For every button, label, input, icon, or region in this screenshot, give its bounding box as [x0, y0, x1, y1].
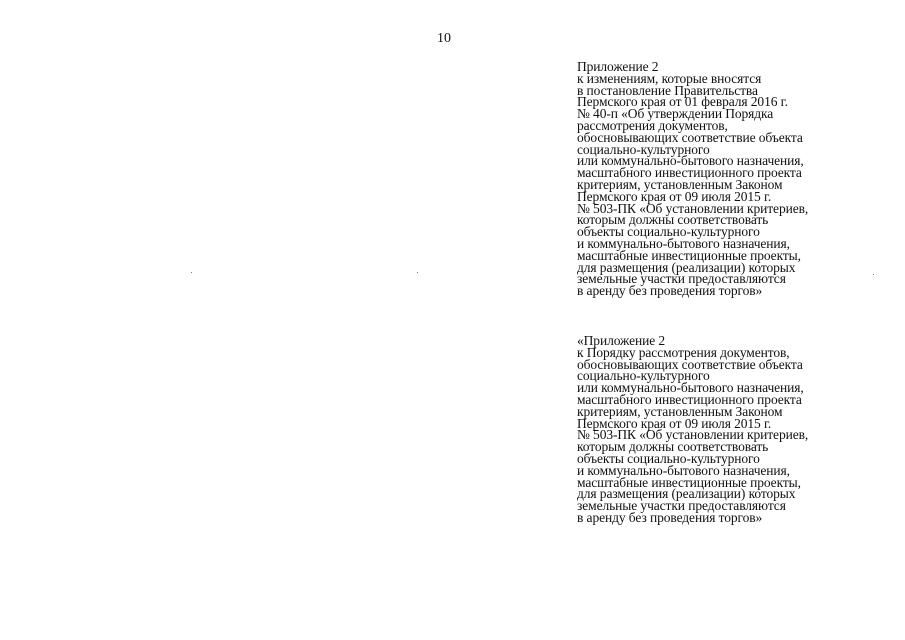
procedure-header-line: и коммунально-бытового назначения, [577, 462, 790, 478]
procedure-header-line: масштабные инвестиционные проекты, [577, 474, 801, 490]
appendix-header-line: рассмотрения документов, [577, 117, 728, 133]
scan-speck [873, 274, 874, 275]
appendix-header-line: Пермского края от 01 февраля 2016 г. [577, 94, 788, 110]
appendix-header-line: объекты социально-культурного [577, 224, 760, 240]
procedure-header-line: или коммунально-бытового назначения, [577, 380, 804, 396]
procedure-header-line: «Приложение 2 [577, 333, 666, 348]
appendix-header-line: масштабного инвестиционного проекта [577, 165, 802, 181]
appendix-header-line: критериям, установленным Законом [577, 176, 783, 192]
appendix-header-line: № 40-п «Об утверждении Порядка [577, 106, 774, 122]
page-number: 10 [437, 31, 451, 46]
appendix-header-line: в постановление Правительства [577, 82, 758, 98]
appendix-header-line: социально-культурного [577, 141, 710, 157]
procedure-header-line: для размещения (реализации) которых [577, 486, 796, 502]
appendix-header-line: к изменениям, которые вносятся [577, 70, 762, 86]
appendix-header-block [577, 61, 897, 297]
procedure-header-line: № 503-ПК «Об установлении критериев, [577, 427, 809, 443]
procedure-header-line: критериям, установленным Законом [577, 403, 783, 419]
procedure-header-line: земельные участки предоставляются [577, 498, 786, 514]
procedure-header-line: которым должны соответствовать [577, 439, 769, 455]
appendix-header-line: в аренду без проведения торгов» [577, 283, 763, 299]
procedure-header-line: обосновывающих соответствие объекта [577, 356, 803, 372]
procedure-header-block [577, 335, 897, 524]
appendix-header-line: Приложение 2 [577, 59, 659, 74]
appendix-header-line: Пермского края от 09 июля 2015 г. [577, 188, 772, 204]
procedure-header-line: в аренду без проведения торгов» [577, 509, 763, 525]
appendix-header-line: для размещения (реализации) которых [577, 259, 796, 275]
procedure-header-line: масштабного инвестиционного проекта [577, 391, 802, 407]
appendix-header-line: или коммунально-бытового назначения, [577, 153, 804, 169]
procedure-header-line: объекты социально-культурного [577, 450, 760, 466]
appendix-header-line: масштабные инвестиционные проекты, [577, 247, 801, 263]
appendix-header-line: которым должны соответствовать [577, 212, 769, 228]
procedure-header-line: к Порядку рассмотрения документов, [577, 344, 790, 360]
scan-speck [191, 272, 192, 273]
procedure-header-line: социально-культурного [577, 368, 710, 384]
appendix-header-line: обосновывающих соответствие объекта [577, 129, 803, 145]
scan-speck [417, 272, 418, 273]
appendix-header-line: земельные участки предоставляются [577, 271, 786, 287]
appendix-header-line: и коммунально-бытового назначения, [577, 235, 790, 251]
procedure-header-line: Пермского края от 09 июля 2015 г. [577, 415, 772, 431]
appendix-header-line: № 503-ПК «Об установлении критериев, [577, 200, 809, 216]
